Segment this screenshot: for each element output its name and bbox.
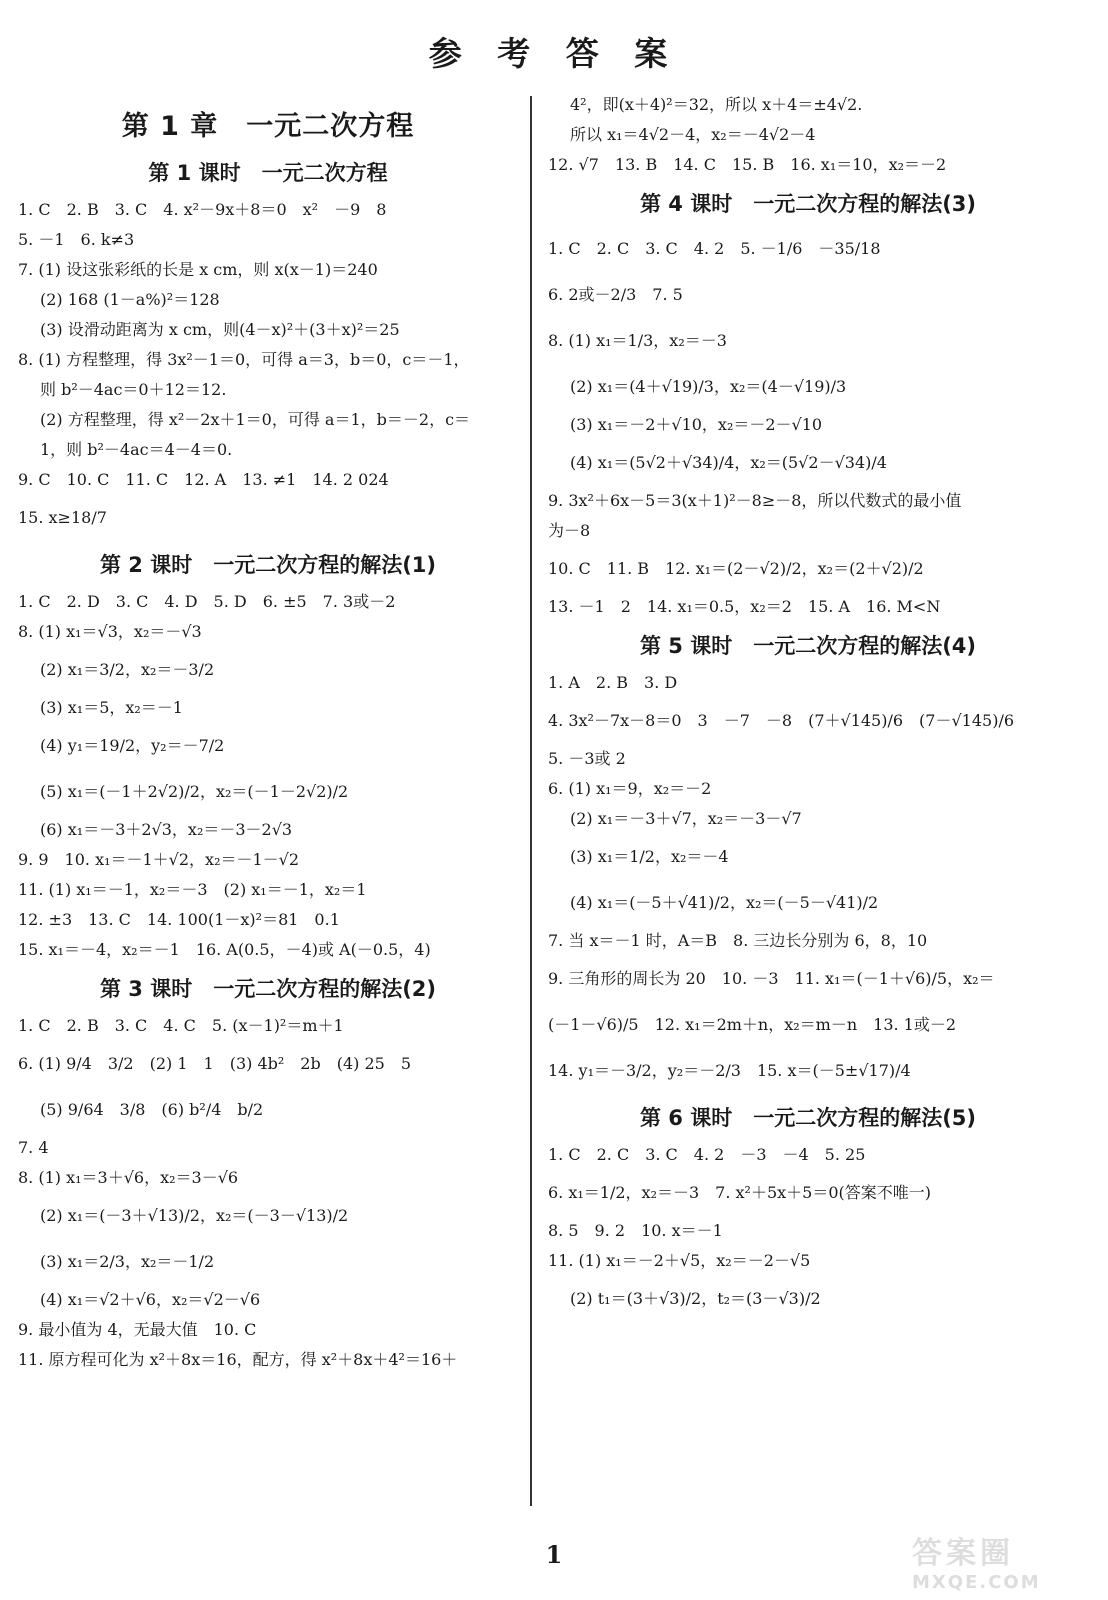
- answer-line: 9. 三角形的周长为 20 10. －3 11. x₁＝(－1＋√6)/5，x₂＝: [548, 969, 995, 988]
- answer-line: 11. (1) x₁＝－1，x₂＝－3 (2) x₁＝－1，x₂＝1: [18, 880, 367, 899]
- answer-line: 8. (1) 方程整理，得 3x²－1＝0，可得 a＝3，b＝0，c＝－1，: [18, 350, 470, 369]
- lesson-title: 第 5 课时 一元二次方程的解法(4): [639, 634, 977, 658]
- answer-line: (4) x₁＝(－5＋√41)/2，x₂＝(－5－√41)/2: [570, 893, 879, 912]
- answer-line: 1. C 2. B 3. C 4. C 5. (x－1)²＝m＋1: [18, 1016, 344, 1035]
- answer-line: (3) 设滑动距离为 x cm，则(4－x)²＋(3＋x)²＝25: [40, 320, 400, 339]
- answer-line: (－1－√6)/5 12. x₁＝2m＋n，x₂＝m－n 13. 1或－2: [548, 1015, 957, 1034]
- answer-line: 5. －3或 2: [548, 749, 626, 768]
- answer-line: 1. C 2. C 3. C 4. 2 5. －1/6 －35/18: [548, 239, 881, 258]
- answer-line: 1. C 2. B 3. C 4. x²－9x＋8＝0 x² －9 8: [18, 200, 387, 219]
- answer-line: (2) x₁＝(－3＋√13)/2，x₂＝(－3－√13)/2: [40, 1206, 349, 1225]
- answer-line: 为－8: [548, 521, 591, 540]
- watermark-text-top: 答案圈: [912, 1536, 1014, 1571]
- answer-line: 7. 4: [18, 1138, 49, 1157]
- answer-line: 6. x₁＝1/2，x₂＝－3 7. x²＋5x＋5＝0(答案不唯一): [548, 1183, 931, 1202]
- answer-line: 则 b²－4ac＝0＋12＝12.: [40, 380, 227, 399]
- answer-line: 11. 原方程可化为 x²＋8x＝16，配方，得 x²＋8x＋4²＝16＋: [18, 1350, 458, 1369]
- answer-line: 9. 最小值为 4，无最大值 10. C: [18, 1320, 257, 1339]
- answer-line: 6. (1) 9/4 3/2 (2) 1 1 (3) 4b² 2b (4) 25 5: [18, 1054, 412, 1073]
- answer-line: 所以 x₁＝4√2－4，x₂＝－4√2－4: [570, 125, 816, 144]
- right-column: [548, 90, 1068, 1322]
- answer-line: 12. √7 13. B 14. C 15. B 16. x₁＝10，x₂＝－2: [548, 155, 947, 174]
- answer-line: 8. (1) x₁＝1/3，x₂＝－3: [548, 331, 727, 350]
- column-divider: [530, 96, 532, 1506]
- page-title: 参 考 答 案: [428, 34, 680, 73]
- answer-line: 1. C 2. C 3. C 4. 2 －3 －4 5. 25: [548, 1145, 866, 1164]
- answer-line: (4) x₁＝(5√2＋√34)/4，x₂＝(5√2－√34)/4: [570, 453, 887, 472]
- answer-line: 4²，即(x＋4)²＝32，所以 x＋4＝±4√2.: [570, 95, 863, 114]
- answer-line: 15. x≥18/7: [18, 508, 107, 527]
- lesson-title: 第 2 课时 一元二次方程的解法(1): [99, 553, 437, 577]
- answer-line: 15. x₁＝－4，x₂＝－1 16. A(0.5，－4)或 A(－0.5，4): [18, 940, 431, 959]
- answer-line: (2) t₁＝(3＋√3)/2，t₂＝(3－√3)/2: [570, 1289, 821, 1308]
- answer-line: 10. C 11. B 12. x₁＝(2－√2)/2，x₂＝(2＋√2)/2: [548, 559, 924, 578]
- answer-line: (4) x₁＝√2＋√6，x₂＝√2－√6: [40, 1290, 261, 1309]
- answer-line: 1，则 b²－4ac＝4－4＝0.: [40, 440, 233, 459]
- watermark-text-bottom: MXQE.COM: [912, 1572, 1041, 1593]
- answer-line: (2) x₁＝3/2，x₂＝－3/2: [40, 660, 215, 679]
- lesson-title: 第 1 课时 一元二次方程: [148, 161, 388, 185]
- answer-line: (3) x₁＝－2＋√10，x₂＝－2－√10: [570, 415, 823, 434]
- answer-line: 14. y₁＝－3/2，y₂＝－2/3 15. x＝(－5±√17)/4: [548, 1061, 911, 1080]
- answer-line: 1. A 2. B 3. D: [548, 673, 678, 692]
- answer-line: (3) x₁＝2/3，x₂＝－1/2: [40, 1252, 215, 1271]
- answer-line: (3) x₁＝5，x₂＝－1: [40, 698, 183, 717]
- answer-line: 9. 3x²＋6x－5＝3(x＋1)²－8≥－8，所以代数式的最小值: [548, 491, 962, 510]
- answer-line: (6) x₁＝－3＋2√3，x₂＝－3－2√3: [40, 820, 293, 839]
- lesson-title: 第 4 课时 一元二次方程的解法(3): [639, 192, 977, 216]
- answer-line: 9. 9 10. x₁＝－1＋√2，x₂＝－1－√2: [18, 850, 300, 869]
- watermark-logo: [912, 1528, 1092, 1592]
- answer-line: 6. (1) x₁＝9，x₂＝－2: [548, 779, 712, 798]
- answer-line: (3) x₁＝1/2，x₂＝－4: [570, 847, 729, 866]
- lesson-title: 第 6 课时 一元二次方程的解法(5): [639, 1106, 977, 1130]
- answer-line: 8. (1) x₁＝3＋√6，x₂＝3－√6: [18, 1168, 239, 1187]
- answer-line: 1. C 2. D 3. C 4. D 5. D 6. ±5 7. 3或－2: [18, 592, 396, 611]
- answer-line: 5. －1 6. k≠3: [18, 230, 135, 249]
- answer-line: 9. C 10. C 11. C 12. A 13. ≠1 14. 2 024: [18, 470, 389, 489]
- lesson-title: 第 3 课时 一元二次方程的解法(2): [99, 977, 437, 1001]
- answer-line: 7. 当 x＝－1 时，A＝B 8. 三边长分别为 6，8，10: [548, 931, 928, 950]
- answer-line: 13. －1 2 14. x₁＝0.5，x₂＝2 15. A 16. M<N: [548, 597, 941, 616]
- chapter-title: 第 1 章 一元二次方程: [121, 111, 415, 142]
- answer-line: 6. 2或－2/3 7. 5: [548, 285, 683, 304]
- answer-line: 7. (1) 设这张彩纸的长是 x cm，则 x(x－1)＝240: [18, 260, 378, 279]
- answer-line: 8. 5 9. 2 10. x＝－1: [548, 1221, 723, 1240]
- answer-line: (5) x₁＝(－1＋2√2)/2，x₂＝(－1－2√2)/2: [40, 782, 349, 801]
- answer-line: (4) y₁＝19/2，y₂＝－7/2: [40, 736, 225, 755]
- page-number: 1: [545, 1540, 563, 1569]
- answer-line: 11. (1) x₁＝－2＋√5，x₂＝－2－√5: [548, 1251, 811, 1270]
- left-column: [18, 96, 518, 1375]
- answer-line: 12. ±3 13. C 14. 100(1－x)²＝81 0.1: [18, 910, 340, 929]
- answer-line: 4. 3x²－7x－8＝0 3 －7 －8 (7＋√145)/6 (7－√145)/6: [548, 711, 1015, 730]
- answer-line: (2) x₁＝－3＋√7，x₂＝－3－√7: [570, 809, 802, 828]
- answer-line: 8. (1) x₁＝√3，x₂＝－√3: [18, 622, 202, 641]
- answer-line: (5) 9/64 3/8 (6) b²/4 b/2: [40, 1100, 264, 1119]
- answer-line: (2) 方程整理，得 x²－2x＋1＝0，可得 a＝1，b＝－2，c＝: [40, 410, 471, 429]
- answer-line: (2) 168 (1－a%)²＝128: [40, 290, 220, 309]
- answer-line: (2) x₁＝(4＋√19)/3，x₂＝(4－√19)/3: [570, 377, 847, 396]
